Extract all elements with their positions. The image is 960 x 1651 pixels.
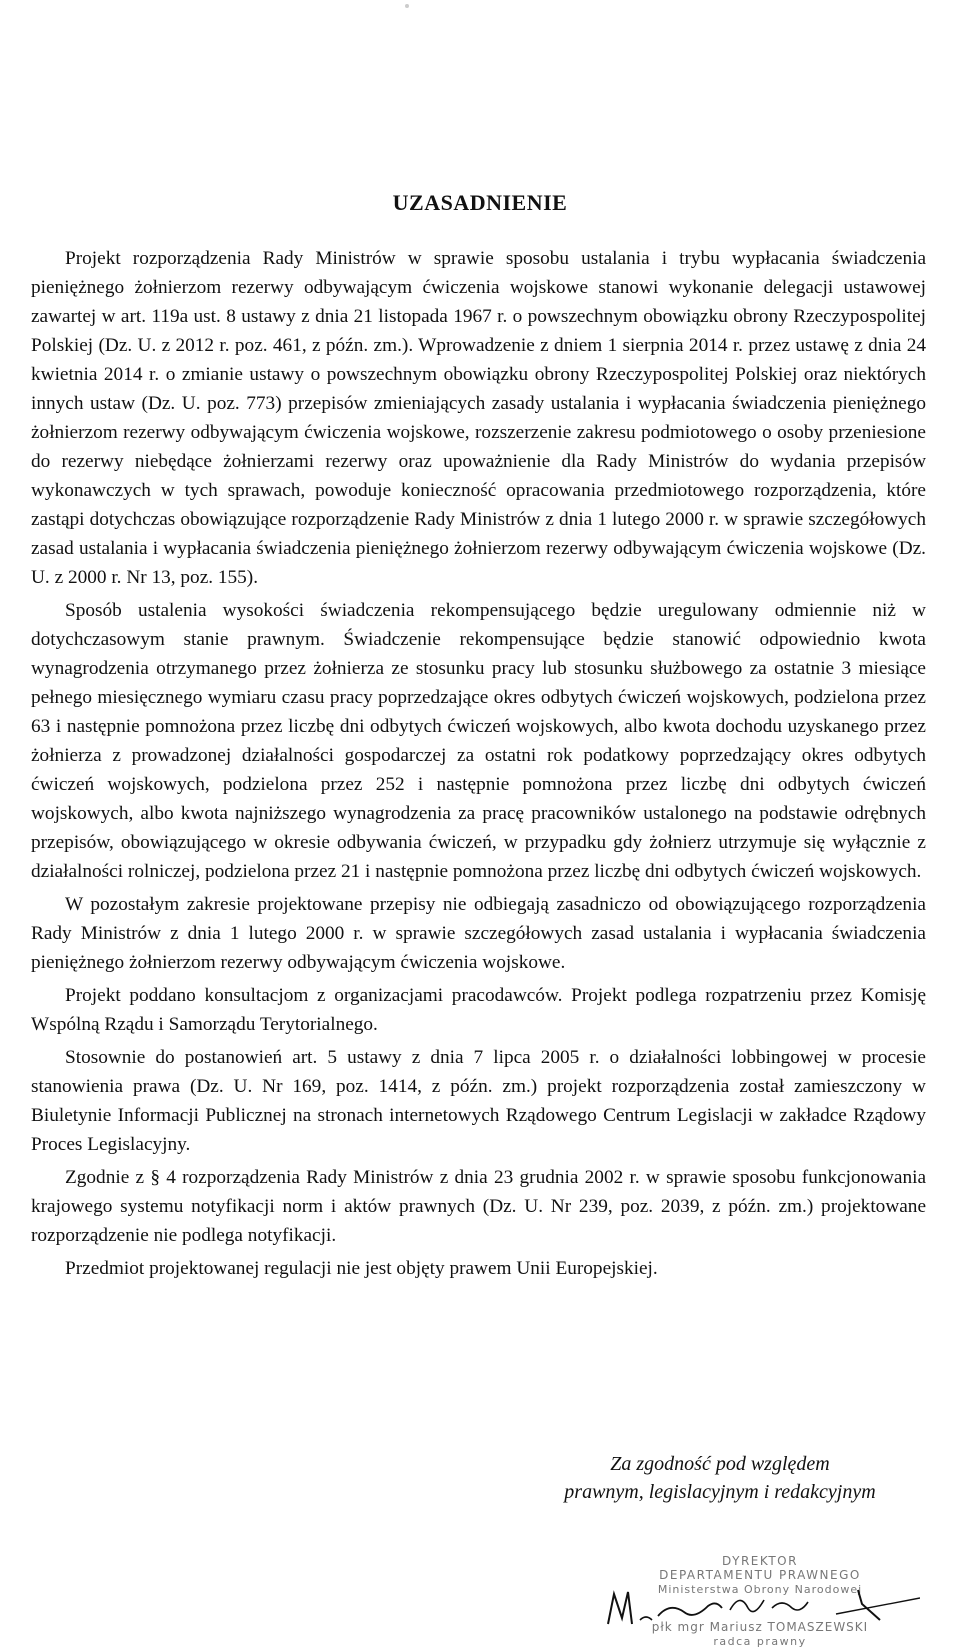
stamp-department: DEPARTAMENTU PRAWNEGO (659, 1568, 861, 1582)
scan-mark (405, 4, 409, 8)
paragraph-1: Projekt rozporządzenia Rady Ministrów w sprawie sposobu ustalania i trybu wypłacania świadczenia pieniężnego żołnierzom rezerwy odbywającym ćwiczenia wojskowe stanowi wykonanie delegacji ustawowej zawartej w art. 119a ust. 8 ustawy z dnia 21 listopada 1967 r. o powszechnym obowiązku obrony Rzeczypospolitej Polskiej (Dz. U. z 2012 r. poz. 461, z późn. zm.). Wprowadzenie z dniem 1 sierpnia 2014 r. przez ustawę z dnia 24 kwietnia 2014 r. o zmianie ustawy o powszechnym obowiązku obrony Rzeczypospolitej Polskiej oraz niektórych innych ustaw (Dz. U. poz. 773) przepisów zmieniających zasady ustalania i wypłacania świadczenia pieniężnego żołnierzom rezerwy odbywającym ćwiczenia wojskowe, rozszerzenie zakresu podmiotowego o osoby przeniesione do rezerwy niebędące żołnierzami rezerwy oraz upoważnienie dla Rady Ministrów do wydania przepisów wykonawczych w tych sprawach, powoduje konieczność opracowania przedmiotowego rozporządzenia, które zastąpi dotychczas obowiązujące rozporządzenie Rady Ministrów z dnia 1 lutego 2000 r. w sprawie szczegółowych zasad ustalania i wypłacania świadczenia pieniężnego żołnierzom rezerwy odbywającym ćwiczenia wojskowe (Dz. U. z 2000 r. Nr 13, poz. 155). (31, 248, 926, 588)
legal-approval-note (510, 1450, 930, 1506)
document-body (31, 244, 926, 1283)
paragraph-3: W pozostałym zakresie projektowane przepisy nie odbiegają zasadniczo od obowiązującego rozporządzenia Rady Ministrów z dnia 1 lutego 2000 r. w sprawie szczegółowych zasad ustalania i wypłacania świadczenia pieniężnego żołnierzom rezerwy odbywającym ćwiczenia wojskowe. (31, 894, 926, 973)
stamp-signatory: płk mgr Mariusz TOMASZEWSKI (651, 1620, 869, 1634)
paragraph-6: Zgodnie z § 4 rozporządzenia Rady Ministrów z dnia 23 grudnia 2002 r. w sprawie sposobu funkcjonowania krajowego systemu notyfikacji norm i aktów prawnych (Dz. U. Nr 239, poz. 2039, z późn. zm.) projektowane rozporządzenie nie podlega notyfikacji. (31, 1167, 926, 1246)
paragraph-5: Stosownie do postanowień art. 5 ustawy z dnia 7 lipca 2005 r. o działalności lobbingowej w procesie stanowienia prawa (Dz. U. Nr 169, poz. 1414, z późn. zm.) projekt rozporządzenia został zamieszczony w Biuletynie Informacji Publicznej na stronach internetowych Rządowego Centrum Legislacji w zakładce Rządowy Proces Legislacyjny. (31, 1047, 926, 1155)
approval-line-1: Za zgodność pod względem (610, 1453, 830, 1475)
paragraph-7: Przedmiot projektowanej regulacji nie jest objęty prawem Unii Europejskiej. (65, 1258, 658, 1279)
stamp-title: DYREKTOR (722, 1554, 798, 1568)
paragraph-2: Sposób ustalenia wysokości świadczenia rekompensującego będzie uregulowany odmiennie niż w dotychczasowym stanie prawnym. Świadczenie rekompensujące będzie stanowić odpowiednio kwota wynagrodzenia otrzymanego przez żołnierza ze stosunku pracy lub stosunku służbowego za ostatnie 3 miesiące pełnego miesięcznego wymiaru czasu pracy poprzedzające okres odbytych ćwiczeń wojskowych, podzielona przez 63 i następnie pomnożona przez liczbę dni odbytych ćwiczeń wojskowych, albo kwota dochodu uzyskanego przez żołnierza z prowadzonej działalności gospodarczej za ostatni rok podatkowy poprzedzający okres odbytych ćwiczeń wojskowych, podzielona przez 252 i następnie pomnożona przez liczbę dni odbytych ćwiczeń wojskowych, albo kwota najniższego wynagrodzenia za pracę pracowników ustalonego na podstawie odrębnych przepisów, obowiązującego w okresie odbywania ćwiczeń, w przypadku gdy żołnierz utrzymuje się wyłącznie z działalności rolniczej, podzielona przez 21 i następnie pomnożona przez liczbę dni odbytych ćwiczeń wojskowych. (31, 600, 926, 882)
approval-line-2: prawnym, legislacyjnym i redakcyjnym (564, 1481, 876, 1503)
document-title: UZASADNIENIE (392, 190, 568, 215)
stamp-role: radca prawny (713, 1635, 807, 1648)
stamp-ministry: Ministerstwa Obrony Narodowej (657, 1583, 863, 1596)
official-stamp (600, 1554, 920, 1650)
paragraph-4: Projekt poddano konsultacjom z organizacjami pracodawców. Projekt podlega rozpatrzeniu przez Komisję Wspólną Rządu i Samorządu Terytorialnego. (31, 985, 926, 1035)
